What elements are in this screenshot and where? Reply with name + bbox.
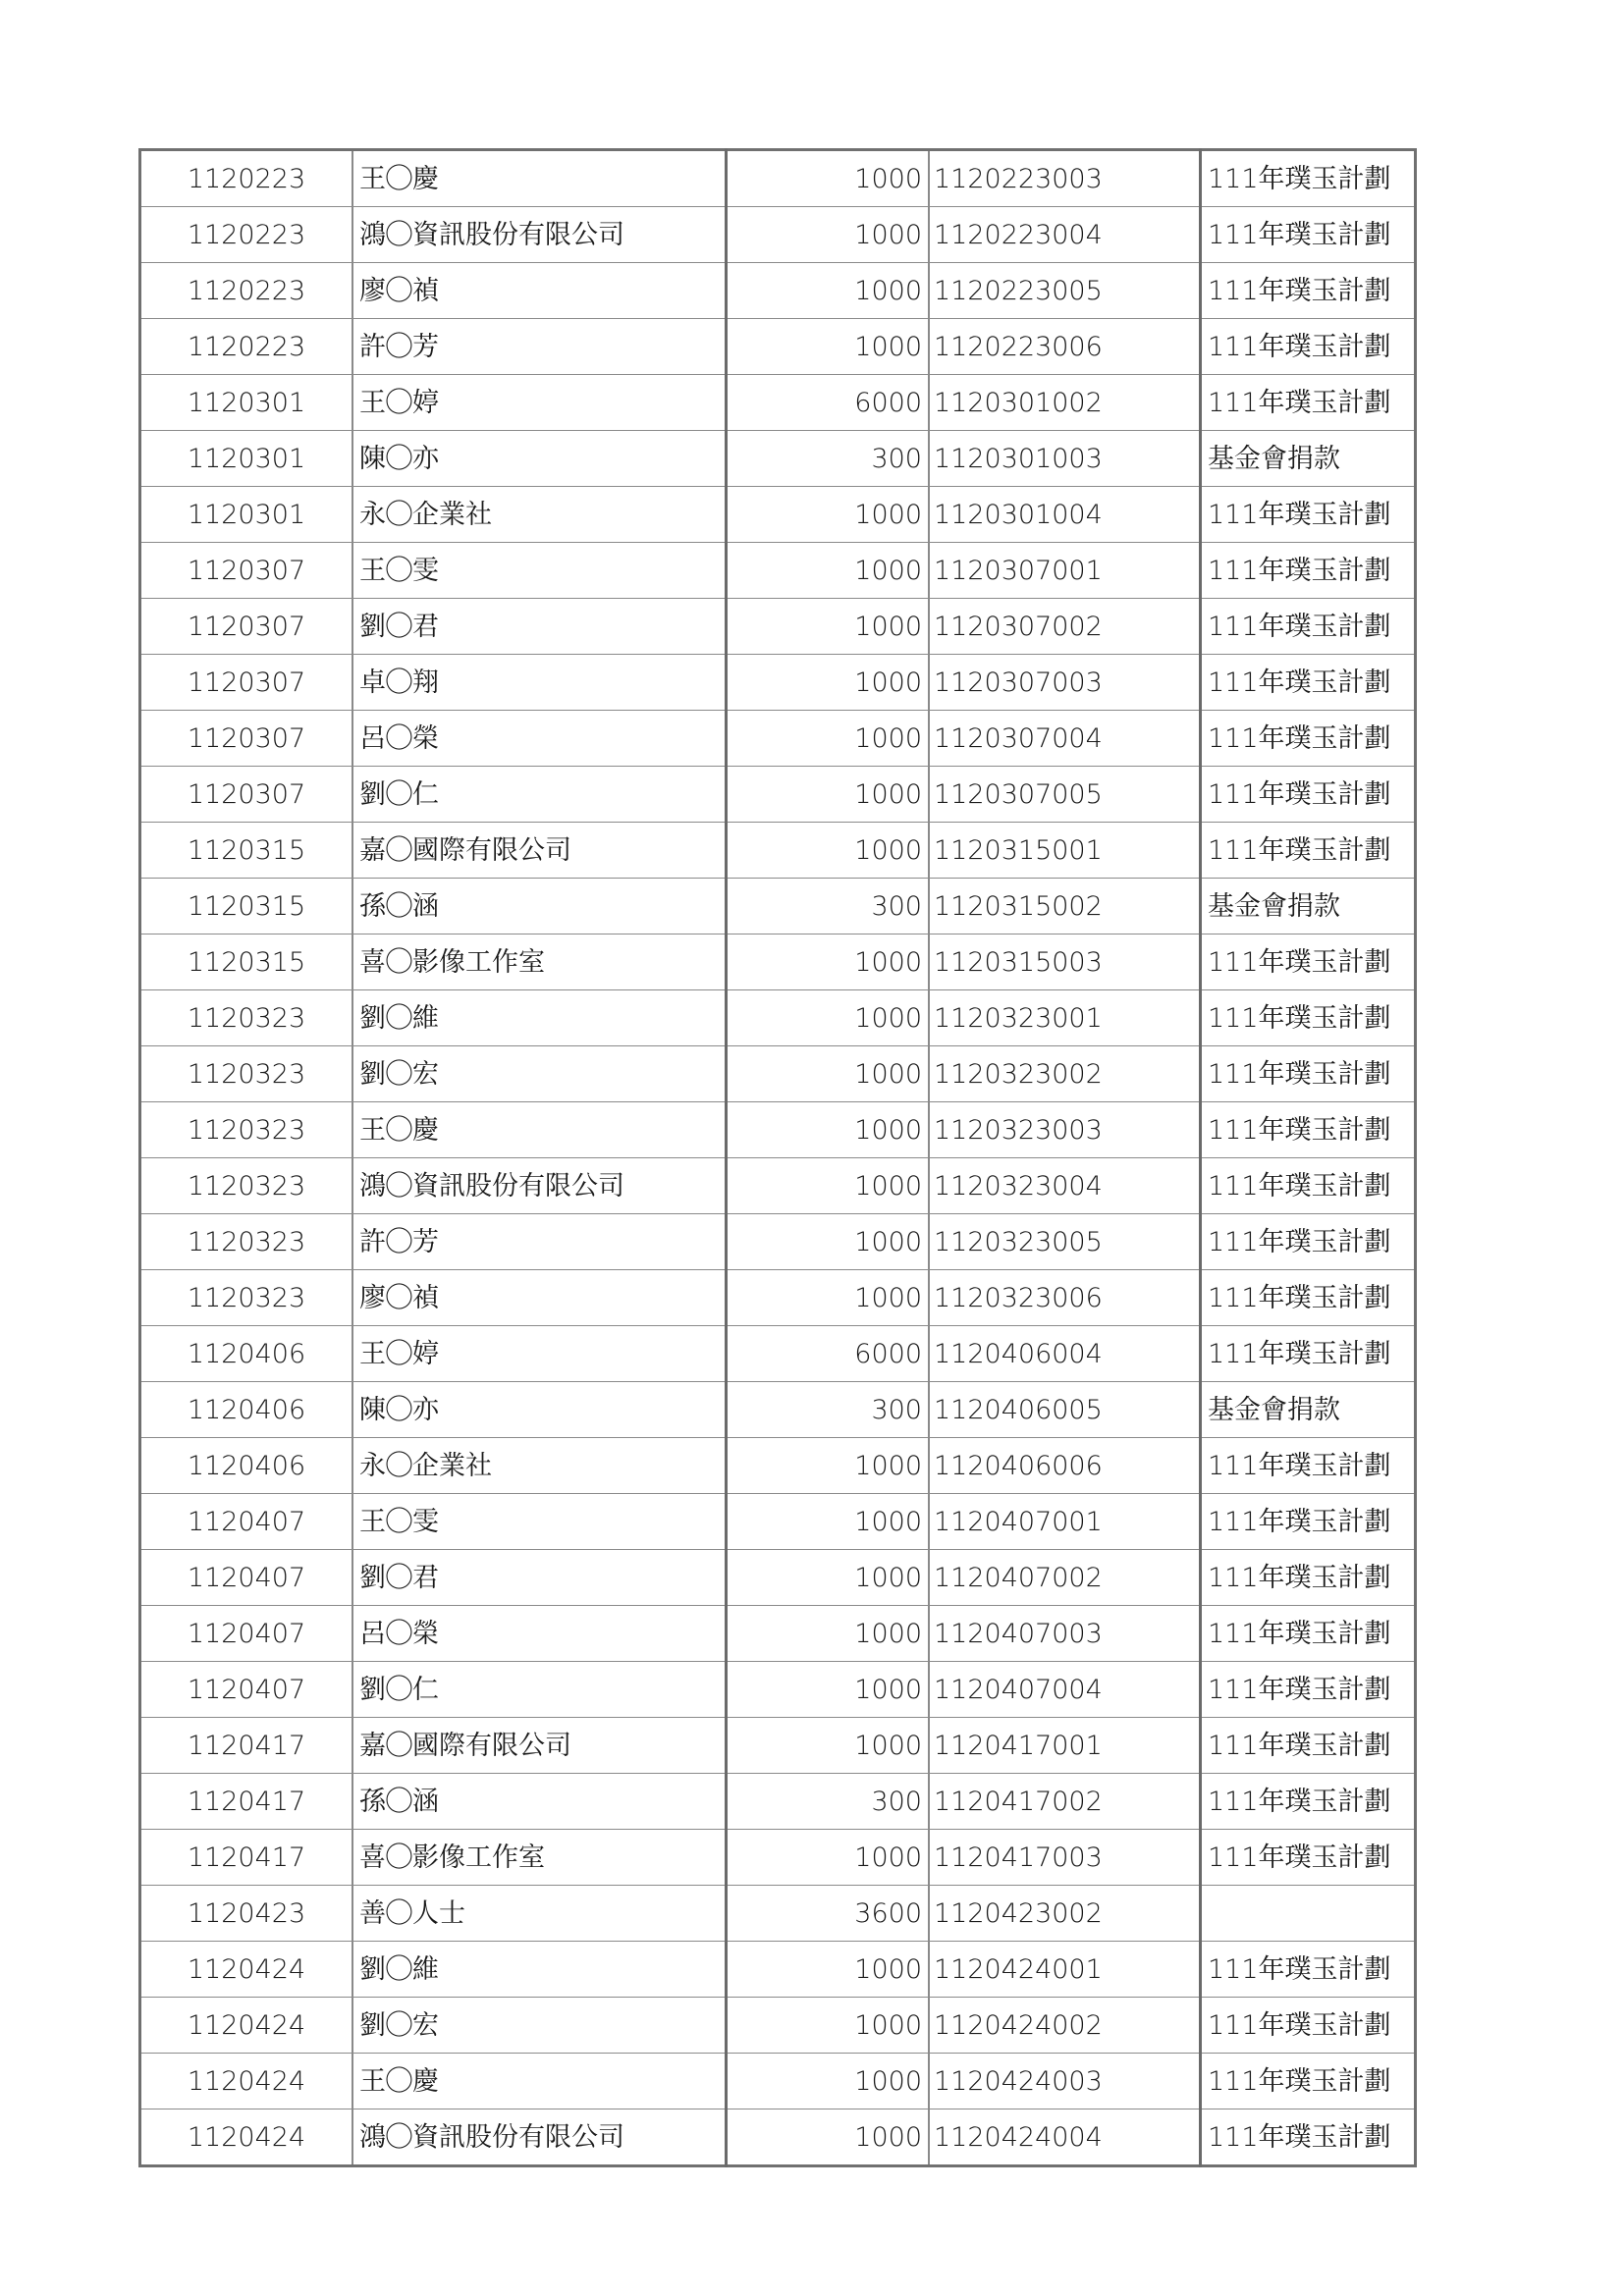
purpose-cell: 111年璞玉計劃 (1201, 543, 1416, 599)
receipt-number-cell: 1120424001 (929, 1942, 1201, 1998)
receipt-number-cell: 1120307004 (929, 711, 1201, 767)
table-row (140, 1830, 1416, 1886)
date-cell: 1120223 (140, 150, 353, 207)
amount-cell: 1000 (727, 2054, 930, 2109)
receipt-number-cell: 1120307003 (929, 655, 1201, 711)
table-row (140, 1270, 1416, 1326)
donor-name-cell: 呂◯榮 (352, 1606, 727, 1662)
amount-cell: 3600 (727, 1886, 930, 1942)
table-row (140, 1998, 1416, 2054)
donor-name-cell: 劉◯維 (352, 1942, 727, 1998)
purpose-cell: 111年璞玉計劃 (1201, 1998, 1416, 2054)
receipt-number-cell: 1120223003 (929, 150, 1201, 207)
purpose-cell: 111年璞玉計劃 (1208, 2121, 1391, 2153)
amount-cell: 6000 (727, 1326, 930, 1382)
date-cell: 1120407 (140, 1550, 353, 1606)
date-cell: 1120406 (140, 1326, 353, 1382)
donor-name-cell: 喜◯影像工作室 (352, 1830, 727, 1886)
table-row (140, 599, 1416, 655)
table-row (140, 1606, 1416, 1662)
donor-name-cell: 呂◯榮 (352, 711, 727, 767)
purpose-cell: 111年璞玉計劃 (1201, 2054, 1416, 2109)
amount-cell: 1000 (727, 1606, 930, 1662)
donor-name-cell: 善◯人士 (352, 1886, 727, 1942)
receipt-number-cell: 1120407001 (929, 1494, 1201, 1550)
amount-cell: 300 (727, 879, 930, 934)
receipt-number-cell: 1120307002 (929, 599, 1201, 655)
date-cell: 1120307 (140, 711, 353, 767)
donor-name-cell: 王◯雯 (352, 1494, 727, 1550)
donor-name-cell: 劉◯宏 (352, 1046, 727, 1102)
amount-cell: 1000 (727, 1494, 930, 1550)
date-cell: 1120323 (140, 1214, 353, 1270)
receipt-number-cell: 1120301004 (929, 487, 1201, 543)
receipt-number-cell: 1120417002 (929, 1774, 1201, 1830)
receipt-number-cell: 1120424004 (929, 2109, 1201, 2166)
purpose-cell: 111年璞玉計劃 (1201, 1662, 1416, 1718)
date-cell: 1120424 (140, 1998, 353, 2054)
receipt-number-cell: 1120423002 (929, 1886, 1201, 1942)
receipt-number-cell: 1120315002 (929, 879, 1201, 934)
purpose-cell: 111年璞玉計劃 (1201, 263, 1416, 319)
receipt-number-cell: 1120323005 (929, 1214, 1201, 1270)
purpose-cell: 111年璞玉計劃 (1201, 1102, 1416, 1158)
receipt-number-cell: 1120406006 (929, 1438, 1201, 1494)
table-row (140, 2054, 1416, 2109)
table-row (140, 934, 1416, 990)
date-cell: 1120315 (140, 879, 353, 934)
date-cell: 1120424 (140, 2054, 353, 2109)
donor-name-cell: 陳◯亦 (352, 1382, 727, 1438)
amount-cell: 1000 (727, 150, 930, 207)
receipt-number-cell: 1120323003 (929, 1102, 1201, 1158)
amount-cell: 1000 (727, 207, 930, 263)
donor-name-cell: 王◯婷 (352, 375, 727, 431)
amount-cell: 1000 (727, 655, 930, 711)
date-cell: 1120407 (140, 1606, 353, 1662)
date-cell: 1120417 (140, 1830, 353, 1886)
date-cell: 1120301 (140, 431, 353, 487)
date-cell: 1120307 (140, 543, 353, 599)
receipt-number-cell: 1120315001 (929, 823, 1201, 879)
purpose-cell: 111年璞玉計劃 (1201, 1270, 1416, 1326)
donor-name-cell: 劉◯君 (352, 1550, 727, 1606)
purpose-cell: 111年璞玉計劃 (1201, 1942, 1416, 1998)
receipt-number-cell: 1120417001 (929, 1718, 1201, 1774)
purpose-cell (1201, 1886, 1416, 1942)
amount-cell: 1000 (727, 1270, 930, 1326)
date-cell: 1120301 (140, 487, 353, 543)
purpose-cell: 基金會捐款 (1201, 1382, 1416, 1438)
table-row (140, 767, 1416, 823)
table-row (140, 655, 1416, 711)
table-row (140, 1438, 1416, 1494)
receipt-number-cell: 1120406004 (929, 1326, 1201, 1382)
amount-cell: 1000 (727, 1998, 930, 2054)
amount-cell: 1000 (727, 319, 930, 375)
donor-name-cell: 廖◯禎 (352, 1270, 727, 1326)
purpose-cell: 111年璞玉計劃 (1201, 487, 1416, 543)
date-cell: 1120223 (140, 207, 353, 263)
amount-cell: 1000 (727, 823, 930, 879)
table-row (140, 879, 1416, 934)
table-row (140, 375, 1416, 431)
donation-table (138, 148, 1417, 2167)
donor-name-cell: 王◯慶 (352, 150, 727, 207)
purpose-cell: 111年璞玉計劃 (1201, 207, 1416, 263)
receipt-number-cell: 1120223006 (929, 319, 1201, 375)
donor-name-cell: 王◯雯 (352, 543, 727, 599)
receipt-number-cell: 1120323001 (929, 990, 1201, 1046)
date-cell: 1120223 (140, 319, 353, 375)
purpose-cell: 111年璞玉計劃 (1201, 990, 1416, 1046)
date-cell: 1120315 (140, 934, 353, 990)
date-cell: 1120406 (140, 1438, 353, 1494)
purpose-cell: 111年璞玉計劃 (1201, 934, 1416, 990)
amount-cell: 1000 (727, 1550, 930, 1606)
receipt-number-cell: 1120424002 (929, 1998, 1201, 2054)
receipt-number-cell: 1120223005 (929, 263, 1201, 319)
donor-name-cell: 廖◯禎 (352, 263, 727, 319)
purpose-cell: 111年璞玉計劃 (1201, 655, 1416, 711)
amount-cell: 1000 (727, 1214, 930, 1270)
donor-name-cell: 鴻◯資訊股份有限公司 (352, 1158, 727, 1214)
receipt-number-cell: 1120407002 (929, 1550, 1201, 1606)
purpose-cell: 111年璞玉計劃 (1201, 1438, 1416, 1494)
purpose-cell: 基金會捐款 (1201, 431, 1416, 487)
donor-name-cell: 永◯企業社 (352, 1438, 727, 1494)
date-cell: 1120223 (140, 263, 353, 319)
donor-name-cell: 孫◯涵 (352, 1774, 727, 1830)
donor-name-cell: 王◯慶 (352, 2054, 727, 2109)
donor-name-cell: 劉◯宏 (352, 1998, 727, 2054)
receipt-number-cell: 1120301003 (929, 431, 1201, 487)
donor-name-cell: 鴻◯資訊股份有限公司 (352, 207, 727, 263)
receipt-number-cell: 1120424003 (929, 2054, 1201, 2109)
table-row (140, 1662, 1416, 1718)
table-row (140, 1886, 1416, 1942)
date-cell: 1120323 (140, 1046, 353, 1102)
amount-cell: 300 (727, 1774, 930, 1830)
purpose-cell: 基金會捐款 (1201, 879, 1416, 934)
date-cell: 1120417 (140, 1718, 353, 1774)
table-row (140, 2109, 1416, 2166)
table-row (140, 319, 1416, 375)
table-row (140, 431, 1416, 487)
donor-name-cell: 劉◯君 (352, 599, 727, 655)
amount-cell: 300 (727, 1382, 930, 1438)
amount-cell: 1000 (727, 543, 930, 599)
table-row (140, 207, 1416, 263)
purpose-cell: 111年璞玉計劃 (1201, 319, 1416, 375)
table-row (140, 1942, 1416, 1998)
amount-cell: 1000 (727, 263, 930, 319)
donor-name-cell: 王◯慶 (352, 1102, 727, 1158)
amount-cell: 1000 (727, 599, 930, 655)
amount-cell: 1000 (727, 767, 930, 823)
date-cell: 1120407 (140, 1494, 353, 1550)
receipt-number-cell: 1120406005 (929, 1382, 1201, 1438)
purpose-cell: 111年璞玉計劃 (1201, 823, 1416, 879)
amount-cell: 1000 (727, 990, 930, 1046)
donor-name-cell: 卓◯翔 (352, 655, 727, 711)
amount-cell: 1000 (727, 1830, 930, 1886)
date-cell: 1120407 (140, 1662, 353, 1718)
purpose-cell: 111年璞玉計劃 (1201, 1550, 1416, 1606)
amount-cell: 1000 (727, 711, 930, 767)
purpose-cell: 111年璞玉計劃 (1201, 1718, 1416, 1774)
donor-name-cell: 劉◯仁 (352, 1662, 727, 1718)
amount-cell: 1000 (727, 1046, 930, 1102)
receipt-number-cell: 1120323004 (929, 1158, 1201, 1214)
purpose-cell: 111年璞玉計劃 (1201, 1830, 1416, 1886)
amount-cell: 1000 (727, 1942, 930, 1998)
amount-cell: 1000 (727, 934, 930, 990)
date-cell: 1120424 (140, 2109, 353, 2166)
purpose-cell: 111年璞玉計劃 (1201, 150, 1416, 207)
date-cell: 1120323 (140, 990, 353, 1046)
date-cell: 1120323 (140, 1270, 353, 1326)
receipt-number-cell: 1120417003 (929, 1830, 1201, 1886)
table-row (140, 543, 1416, 599)
amount-cell: 6000 (727, 375, 930, 431)
amount-cell: 1000 (727, 1102, 930, 1158)
purpose-cell: 111年璞玉計劃 (1201, 375, 1416, 431)
donor-name-cell: 孫◯涵 (352, 879, 727, 934)
donor-name-cell: 許◯芳 (352, 1214, 727, 1270)
amount-cell: 1000 (727, 1158, 930, 1214)
date-cell: 1120307 (140, 767, 353, 823)
table-row (140, 1494, 1416, 1550)
amount-cell: 1000 (727, 487, 930, 543)
purpose-cell: 111年璞玉計劃 (1201, 767, 1416, 823)
date-cell: 1120301 (140, 375, 353, 431)
amount-cell: 300 (727, 431, 930, 487)
receipt-number-cell: 1120407004 (929, 1662, 1201, 1718)
table-row (140, 823, 1416, 879)
table-row (140, 1214, 1416, 1270)
amount-cell: 1000 (727, 1662, 930, 1718)
table-row (140, 1774, 1416, 1830)
table-row (140, 1158, 1416, 1214)
purpose-cell: 111年璞玉計劃 (1201, 1606, 1416, 1662)
donation-table-body (140, 150, 1416, 2166)
date-cell: 1120315 (140, 823, 353, 879)
donor-name-cell: 鴻◯資訊股份有限公司 (352, 2109, 727, 2166)
receipt-number-cell: 1120323006 (929, 1270, 1201, 1326)
donor-name-cell: 永◯企業社 (352, 487, 727, 543)
date-cell: 1120406 (140, 1382, 353, 1438)
table-row (140, 487, 1416, 543)
amount-cell: 1000 (727, 2109, 930, 2166)
receipt-number-cell: 1120301002 (929, 375, 1201, 431)
donor-name-cell: 許◯芳 (352, 319, 727, 375)
table-row (140, 263, 1416, 319)
donor-name-cell: 嘉◯國際有限公司 (352, 1718, 727, 1774)
amount-cell: 1000 (727, 1718, 930, 1774)
donor-name-cell: 劉◯維 (352, 990, 727, 1046)
table-row (140, 1718, 1416, 1774)
receipt-number-cell: 1120223004 (929, 207, 1201, 263)
purpose-cell: 111年璞玉計劃 (1201, 1326, 1416, 1382)
table-row (140, 711, 1416, 767)
date-cell: 1120323 (140, 1158, 353, 1214)
receipt-number-cell: 1120315003 (929, 934, 1201, 990)
table-row (140, 990, 1416, 1046)
donor-name-cell: 嘉◯國際有限公司 (352, 823, 727, 879)
receipt-number-cell: 1120323002 (929, 1046, 1201, 1102)
donor-name-cell: 喜◯影像工作室 (352, 934, 727, 990)
date-cell: 1120307 (140, 599, 353, 655)
receipt-number-cell: 1120307005 (929, 767, 1201, 823)
table-row (140, 1382, 1416, 1438)
purpose-cell: 111年璞玉計劃 (1201, 1158, 1416, 1214)
purpose-cell: 111年璞玉計劃 (1201, 599, 1416, 655)
receipt-number-cell: 1120307001 (929, 543, 1201, 599)
donor-name-cell: 王◯婷 (352, 1326, 727, 1382)
table-row (140, 150, 1416, 207)
receipt-number-cell: 1120407003 (929, 1606, 1201, 1662)
table-row (140, 1550, 1416, 1606)
table-row (140, 1102, 1416, 1158)
donor-name-cell: 陳◯亦 (352, 431, 727, 487)
purpose-cell: 111年璞玉計劃 (1201, 1494, 1416, 1550)
purpose-cell: 111年璞玉計劃 (1201, 711, 1416, 767)
purpose-cell: 111年璞玉計劃 (1201, 1046, 1416, 1102)
date-cell: 1120323 (140, 1102, 353, 1158)
amount-cell: 1000 (727, 1438, 930, 1494)
table-row (140, 1326, 1416, 1382)
date-cell: 1120417 (140, 1774, 353, 1830)
table-row (140, 1046, 1416, 1102)
date-cell: 1120307 (140, 655, 353, 711)
date-cell: 1120423 (140, 1886, 353, 1942)
purpose-cell: 111年璞玉計劃 (1201, 1214, 1416, 1270)
date-cell: 1120424 (140, 1942, 353, 1998)
donor-name-cell: 劉◯仁 (352, 767, 727, 823)
purpose-cell: 111年璞玉計劃 (1201, 1774, 1416, 1830)
